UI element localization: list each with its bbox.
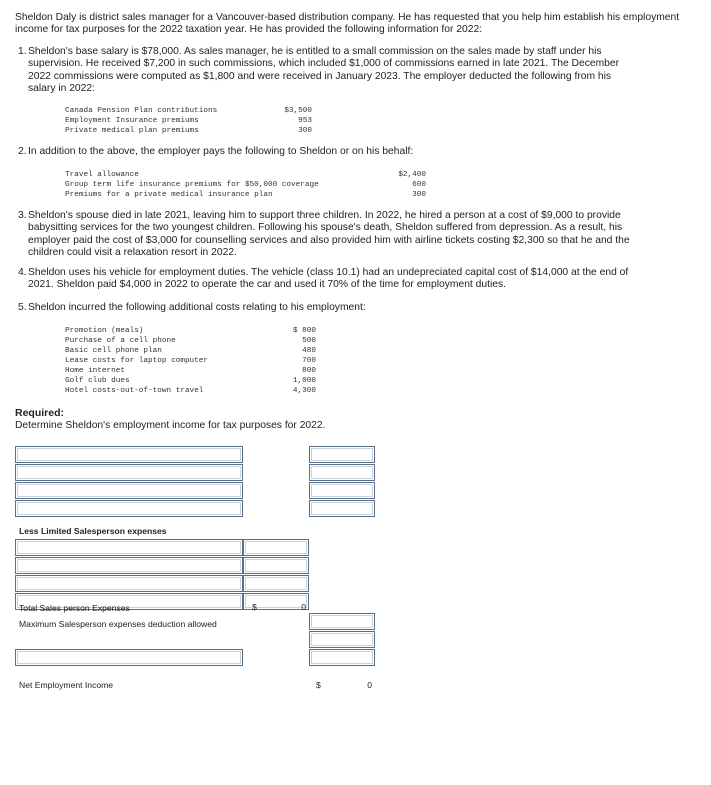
less-limited-label: Less Limited Salesperson expenses (19, 526, 167, 536)
item-3-text: Sheldon's spouse died in late 2021, leaving him to support three children. In 2022, he hired a person at a cost of $9,000 to provide babysitting services for the two youngest children. Following his spouse's death, Sheldon suffered from depression. As a result, his employer paid the cost of $3,000 for counselling services and also provided him with airline tickets costing $2,300 so that he and the children could visit a relaxation resort in 2022. (28, 210, 630, 258)
employer-paid-label: Premiums for a private medical insurance plan (65, 191, 273, 199)
required-text: Determine Sheldon's employment income for tax purposes for 2022. (15, 420, 326, 431)
amount-input[interactable] (309, 649, 375, 666)
max-deduction-input[interactable] (309, 613, 375, 630)
item-1-number: 1. (18, 46, 27, 57)
deduction-value: $3,500 (284, 107, 312, 115)
amount-input[interactable] (309, 500, 375, 517)
expense-label: Promotion (meals) (65, 327, 144, 335)
total-currency: $ (252, 602, 257, 612)
expense-name-input[interactable] (15, 539, 243, 556)
label-input[interactable] (15, 482, 243, 499)
deduction-value: 953 (298, 117, 312, 125)
employer-paid-label: Group term life insurance premiums for $50,000 coverage (65, 181, 319, 189)
employer-paid-value: 300 (412, 191, 426, 199)
expense-value: 700 (302, 357, 316, 365)
item-3-number: 3. (18, 210, 27, 221)
label-input[interactable] (15, 649, 243, 666)
required-heading: Required: (15, 407, 65, 419)
total-expenses-value: 0 (301, 602, 306, 612)
amount-input[interactable] (309, 446, 375, 463)
expense-label: Home internet (65, 367, 125, 375)
amount-input[interactable] (309, 464, 375, 481)
item-1-text: Sheldon's base salary is $78,000. As sales manager, he is entitled to a small commission on the sales made by staff under his supervision. He received $7,200 in such commissions, which included $1,000 of commissions earned in late 2021. The December 2022 commissions were computed as $1,800 and were received in January 2023. The employer deducted the following from his salary in 2022: (28, 46, 620, 94)
expense-label: Purchase of a cell phone (65, 337, 176, 345)
amount-input[interactable] (309, 482, 375, 499)
expense-value: 480 (302, 347, 316, 355)
label-input[interactable] (15, 464, 243, 481)
expense-label: Lease costs for laptop computer (65, 357, 209, 365)
label-input[interactable] (15, 446, 243, 463)
deduction-label: Canada Pension Plan contributions (65, 107, 218, 115)
max-deduction-label: Maximum Salesperson expenses deduction allowed (19, 619, 217, 629)
intro-paragraph: Sheldon Daly is district sales manager for a Vancouver-based distribution company. He has requested that you help him establish his employment income for tax purposes for the 2022 taxation year. He has provided the following information for 2022: (15, 12, 680, 36)
expense-value: 800 (302, 367, 316, 375)
net-currency: $ (316, 680, 321, 690)
deduction-value: 300 (298, 127, 312, 135)
expense-value: 500 (302, 337, 316, 345)
expense-amount-input[interactable] (243, 575, 309, 592)
deduction-label: Employment Insurance premiums (65, 117, 199, 125)
label-input[interactable] (15, 500, 243, 517)
item-5-text: Sheldon incurred the following additional costs relating to his employment: (28, 302, 366, 313)
expense-name-input[interactable] (15, 575, 243, 592)
employer-paid-value: 600 (412, 181, 426, 189)
item-2-number: 2. (18, 146, 27, 157)
amount-input[interactable] (309, 631, 375, 648)
expense-amount-input[interactable] (243, 557, 309, 574)
expense-value: 4,300 (292, 387, 316, 395)
item-4-number: 4. (18, 267, 27, 278)
expense-value: $ 800 (292, 327, 316, 335)
expense-name-input[interactable] (15, 557, 243, 574)
expense-amount-input[interactable] (243, 539, 309, 556)
employer-paid-value: $2,400 (398, 171, 426, 179)
item-5-number: 5. (18, 302, 27, 313)
item-4-text: Sheldon uses his vehicle for employment duties. The vehicle (class 10.1) had an undepreciated capital cost of $14,000 at the end of 2021. Sheldon paid $4,000 in 2022 to operate the car and used it 70% of the time for employment duties. (28, 267, 629, 291)
expense-label: Hotel costs-out-of-town travel (65, 387, 204, 395)
net-income-label: Net Employment Income (19, 680, 114, 690)
item-2-text: In addition to the above, the employer pays the following to Sheldon or on his behalf: (28, 146, 414, 157)
employer-paid-label: Travel allowance (65, 171, 139, 179)
expense-label: Golf club dues (65, 377, 130, 385)
expense-label: Basic cell phone plan (65, 347, 162, 355)
deduction-label: Private medical plan premiums (65, 127, 199, 135)
net-income-value: 0 (367, 680, 372, 690)
total-expenses-label: Total Sales person Expenses (19, 603, 130, 613)
expense-value: 1,000 (292, 377, 316, 385)
